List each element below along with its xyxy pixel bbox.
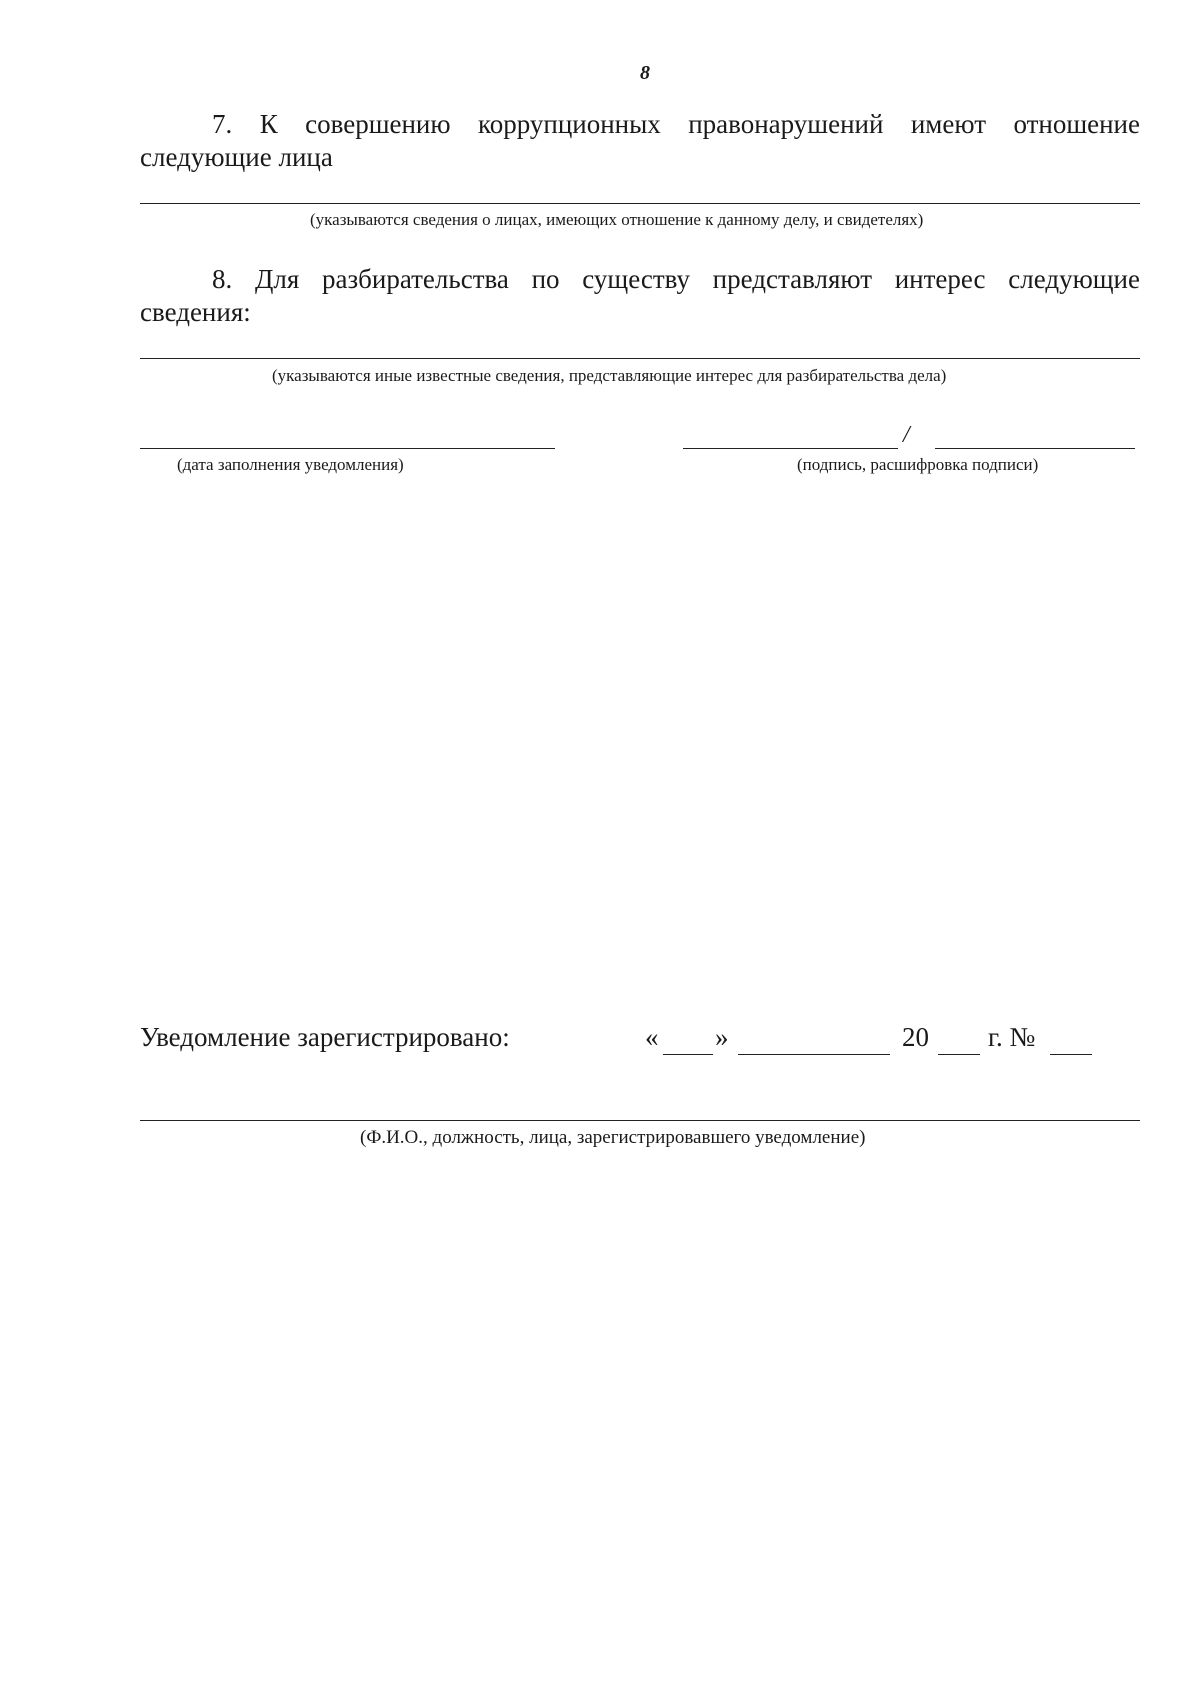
- registration-quote-open: «: [645, 1022, 659, 1052]
- item-7-fill-line[interactable]: [140, 203, 1140, 204]
- item-7-caption: (указываются сведения о лицах, имеющих отношение к данному делу, и свидетелях): [310, 210, 924, 229]
- signature-decoding-fill-line[interactable]: [935, 448, 1135, 449]
- item-7-line-1: 7. К совершению коррупционных правонарушений имеют отношение: [212, 109, 1140, 139]
- registrar-caption: (Ф.И.О., должность, лица, зарегистрировавшего уведомление): [360, 1127, 866, 1148]
- registration-day-fill-line[interactable]: [663, 1054, 713, 1055]
- item-8-caption: (указываются иные известные сведения, представляющие интерес для разбирательства дела): [272, 366, 947, 385]
- date-fill-line[interactable]: [140, 448, 555, 449]
- registration-year-fill-line[interactable]: [938, 1054, 980, 1055]
- item-8-line-2: сведения:: [140, 297, 251, 327]
- signature-fill-line[interactable]: [683, 448, 898, 449]
- signature-caption: (подпись, расшифровка подписи): [797, 455, 1039, 474]
- signature-slash: /: [903, 422, 910, 448]
- registration-number-fill-line[interactable]: [1050, 1054, 1092, 1055]
- registration-year-prefix: 20: [902, 1022, 929, 1052]
- registration-quote-close: »: [715, 1022, 729, 1052]
- item-8-line-1: 8. Для разбирательства по существу представляют интерес следующие: [212, 264, 1140, 294]
- item-8-fill-line[interactable]: [140, 358, 1140, 359]
- item-7-line-2: следующие лица: [140, 142, 333, 172]
- page-number: 8: [640, 62, 650, 84]
- item-8-paragraph: [140, 263, 1140, 329]
- registrar-fill-line[interactable]: [140, 1120, 1140, 1121]
- registration-label: Уведомление зарегистрировано:: [140, 1022, 510, 1052]
- registration-month-fill-line[interactable]: [738, 1054, 890, 1055]
- date-caption: (дата заполнения уведомления): [177, 455, 404, 474]
- item-7-paragraph: [140, 108, 1140, 174]
- registration-number-label: г. №: [988, 1022, 1036, 1052]
